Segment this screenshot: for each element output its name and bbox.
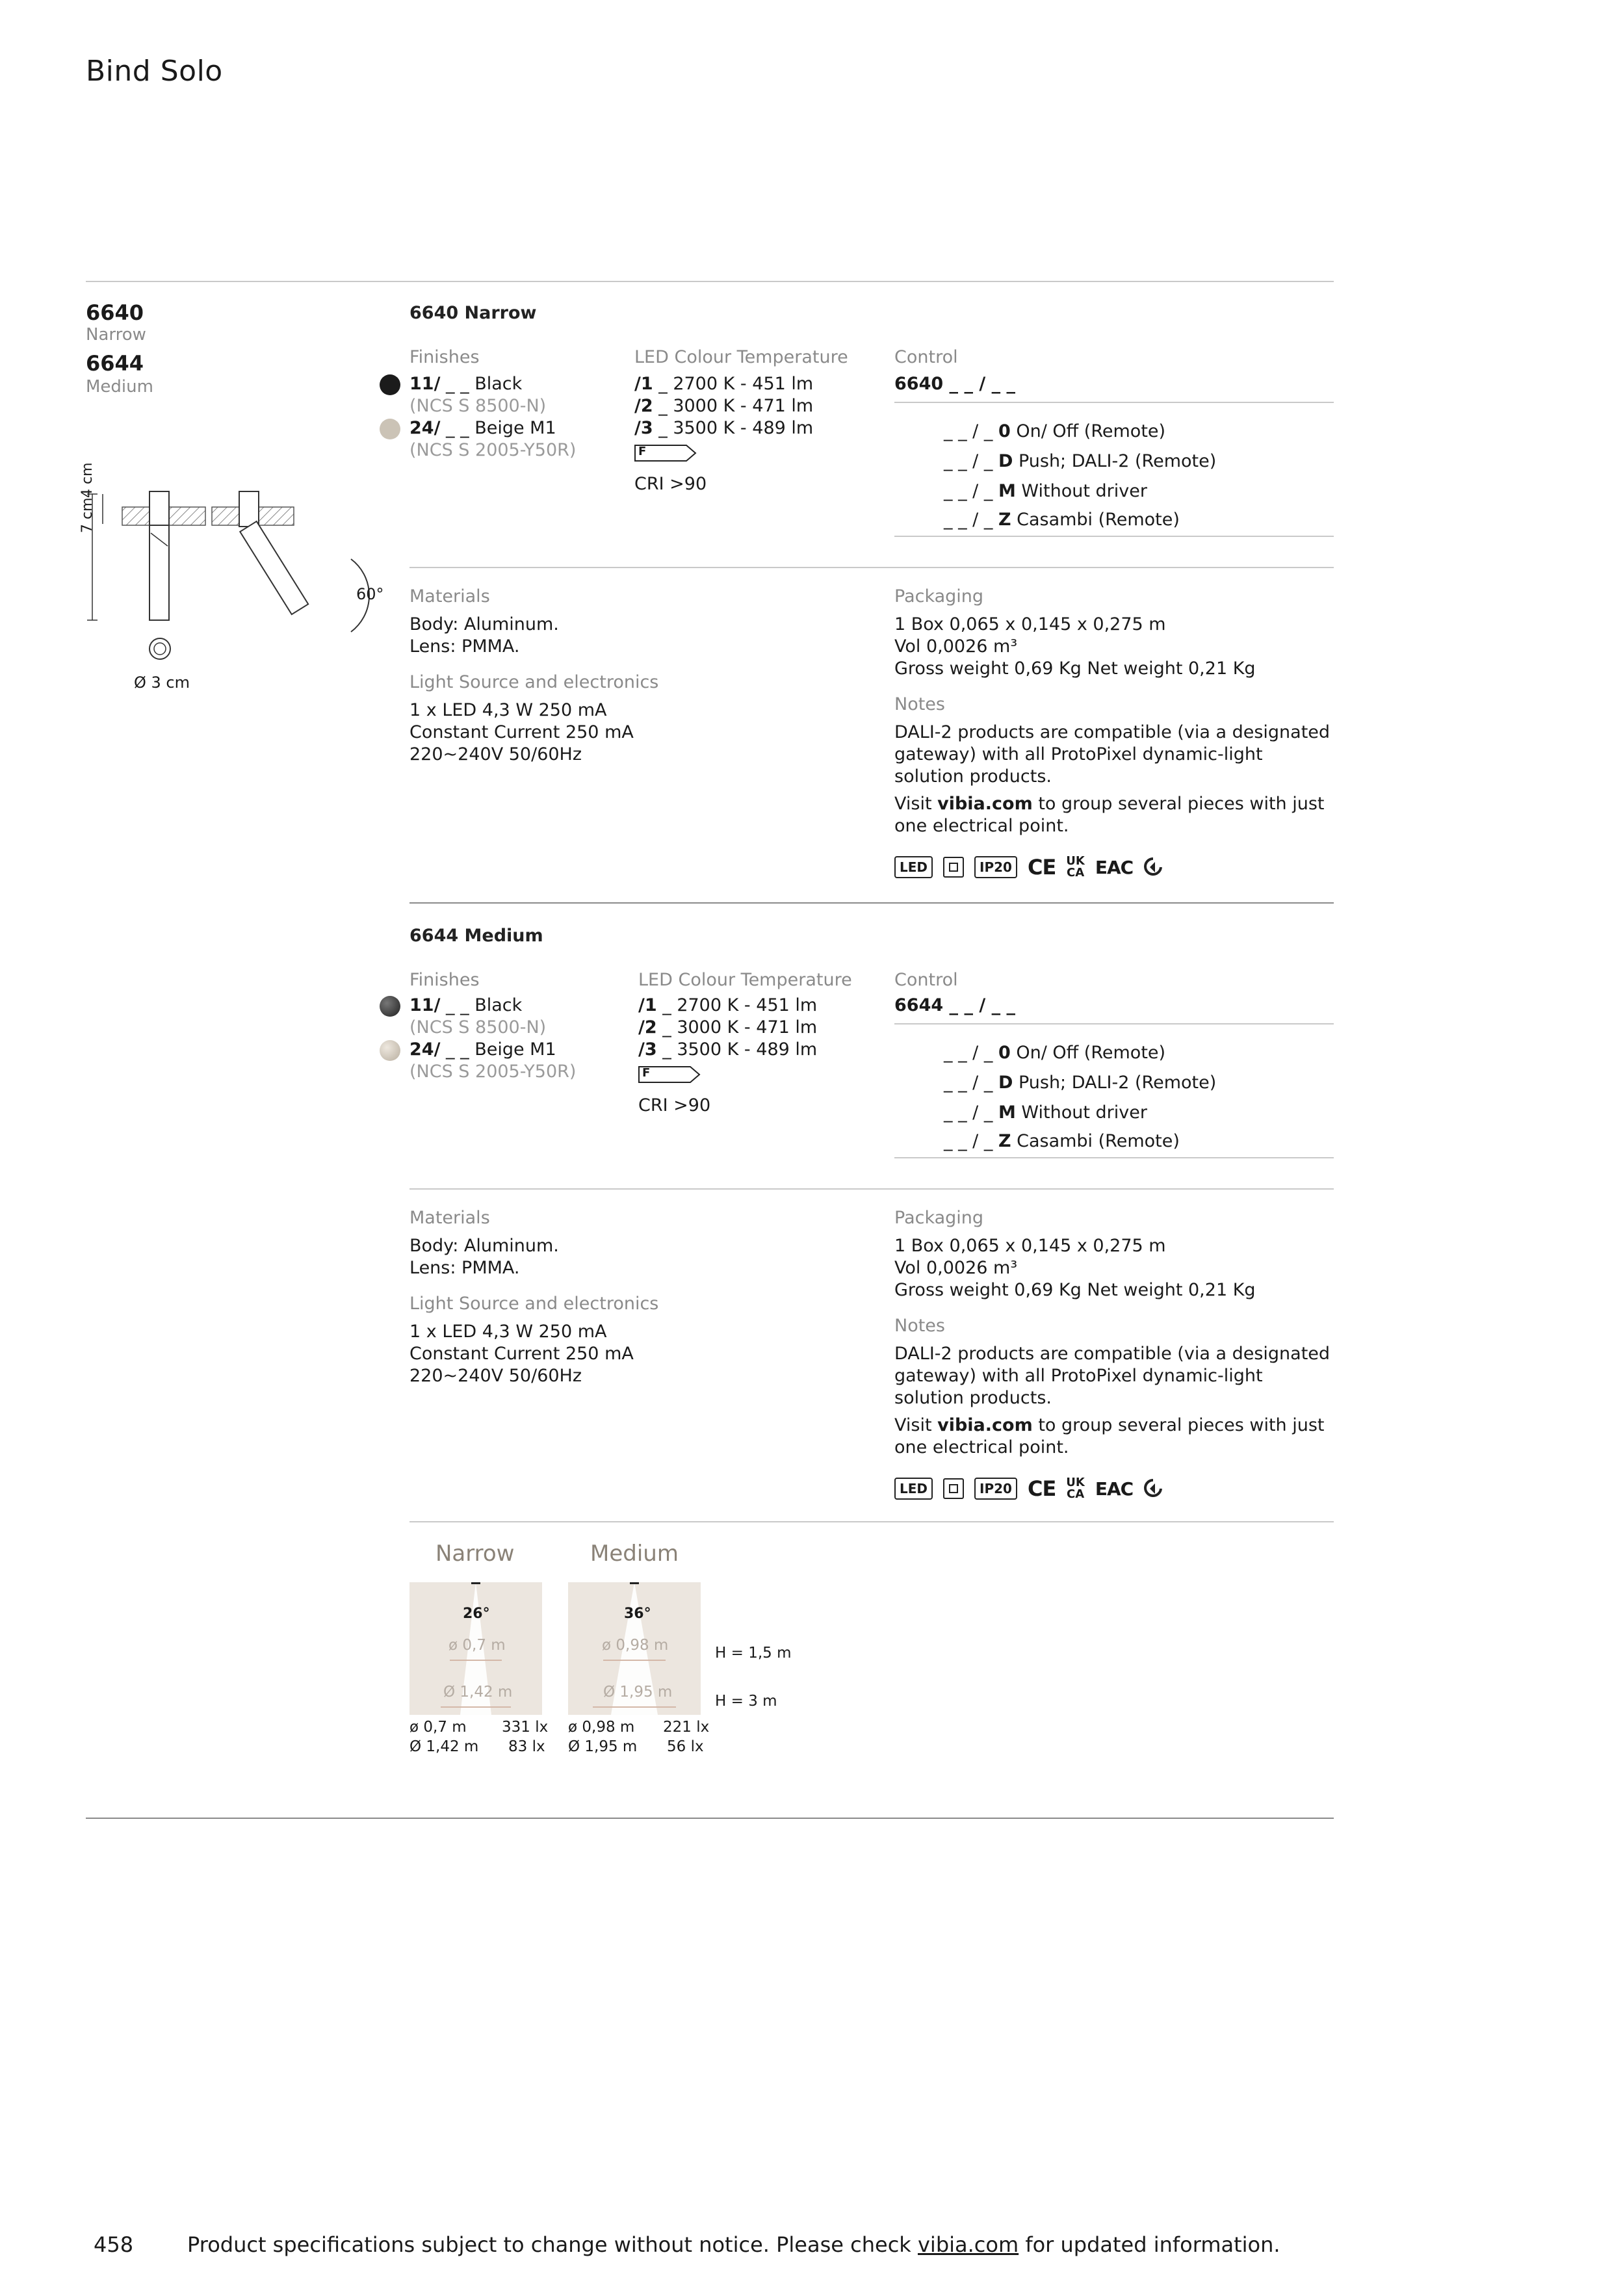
materials-item: Lens: PMMA. bbox=[409, 1258, 520, 1278]
control-option: _ _ / _ D Push; DALI-2 (Remote) bbox=[944, 451, 1217, 471]
beam-row-lux: 331 lx bbox=[502, 1719, 549, 1736]
certification-marks bbox=[894, 1476, 1163, 1502]
beam-angle: 26° bbox=[463, 1606, 490, 1622]
eac-mark: EAC bbox=[1095, 1478, 1134, 1500]
finish-ncs: (NCS S 8500-N) bbox=[409, 1017, 547, 1037]
packaging-item: Gross weight 0,69 Kg Net weight 0,21 Kg bbox=[894, 659, 1256, 679]
beam-row-diameter: Ø 1,95 m bbox=[568, 1738, 638, 1755]
divider bbox=[894, 1023, 1334, 1024]
led-item: /3 _ 3500 K - 489 lm bbox=[638, 1039, 818, 1060]
control-option: _ _ / _ 0 On/ Off (Remote) bbox=[944, 1043, 1166, 1063]
cri: CRI >90 bbox=[638, 1095, 711, 1115]
led-item: /1 _ 2700 K - 451 lm bbox=[634, 374, 814, 394]
divider bbox=[86, 281, 1334, 282]
divider bbox=[86, 1818, 1334, 1819]
finish-swatch-black bbox=[380, 996, 400, 1017]
divider bbox=[894, 402, 1334, 403]
divider bbox=[409, 902, 1334, 904]
beam-diameter-1: ø 0,7 m bbox=[448, 1637, 506, 1654]
divider bbox=[409, 1521, 1334, 1522]
finish-ncs: (NCS S 2005-Y50R) bbox=[409, 1062, 577, 1082]
beam-name: Narrow bbox=[435, 1541, 515, 1567]
light-source-label: Light Source and electronics bbox=[409, 1294, 659, 1314]
finish-item: 11/ _ _ Black bbox=[409, 374, 523, 394]
model-name: Narrow bbox=[86, 325, 146, 345]
control-option: _ _ / _ Z Casambi (Remote) bbox=[944, 1131, 1180, 1151]
divider bbox=[894, 536, 1334, 537]
light-source-item: 220~240V 50/60Hz bbox=[409, 744, 582, 764]
energy-class: F bbox=[642, 1066, 651, 1080]
finish-item: 11/ _ _ Black bbox=[409, 995, 523, 1015]
beam-diameter-2: Ø 1,42 m bbox=[443, 1684, 513, 1701]
control-code: 6644 _ _ / _ _ bbox=[894, 995, 1016, 1015]
ce-mark: CE bbox=[1027, 1476, 1056, 1501]
model-name: Medium bbox=[86, 377, 153, 397]
visit-text: Visit vibia.com to group several pieces with just one electrical point. bbox=[894, 1415, 1325, 1457]
finishes-label: Finishes bbox=[409, 347, 480, 367]
led-item: /3 _ 3500 K - 489 lm bbox=[634, 418, 814, 438]
page-number: 458 bbox=[94, 2232, 134, 2257]
control-option: _ _ / _ Z Casambi (Remote) bbox=[944, 510, 1180, 530]
page-title: Bind Solo bbox=[86, 55, 223, 88]
beam-diameter-2: Ø 1,95 m bbox=[603, 1684, 673, 1701]
light-source-item: Constant Current 250 mA bbox=[409, 722, 634, 742]
ce-mark: CE bbox=[1027, 855, 1056, 880]
height-label: H = 3 m bbox=[715, 1693, 777, 1710]
recycle-icon bbox=[1143, 1478, 1163, 1499]
control-option: _ _ / _ M Without driver bbox=[944, 1102, 1147, 1123]
dimension-depth: 4 cm bbox=[79, 462, 96, 498]
finish-item: 24/ _ _ Beige M1 bbox=[409, 1039, 556, 1060]
light-source-item: 220~240V 50/60Hz bbox=[409, 1366, 582, 1386]
certification-marks bbox=[894, 854, 1163, 880]
packaging-item: Vol 0,0026 m³ bbox=[894, 1258, 1018, 1278]
ip-badge: IP20 bbox=[974, 856, 1017, 878]
dimension-height: 7 cm bbox=[79, 497, 96, 533]
footer-note: Product specifications subject to change without notice. Please check vibia.com for updated information. bbox=[187, 2232, 1280, 2257]
finishes-label: Finishes bbox=[409, 970, 480, 990]
recycle-icon bbox=[1143, 857, 1163, 878]
control-option: _ _ / _ 0 On/ Off (Remote) bbox=[944, 421, 1166, 441]
materials-item: Body: Aluminum. bbox=[409, 1236, 559, 1256]
packaging-item: 1 Box 0,065 x 0,145 x 0,275 m bbox=[894, 1236, 1166, 1256]
light-source-label: Light Source and electronics bbox=[409, 672, 659, 692]
materials-item: Body: Aluminum. bbox=[409, 614, 559, 634]
beam-angle: 36° bbox=[624, 1606, 651, 1622]
energy-class: F bbox=[638, 445, 647, 458]
led-label: LED Colour Temperature bbox=[638, 970, 852, 990]
finish-swatch-beige bbox=[380, 419, 400, 439]
control-option: _ _ / _ D Push; DALI-2 (Remote) bbox=[944, 1073, 1217, 1093]
notes-label: Notes bbox=[894, 694, 945, 714]
packaging-label: Packaging bbox=[894, 586, 984, 607]
finish-swatch-beige bbox=[380, 1040, 400, 1061]
materials-label: Materials bbox=[409, 586, 490, 607]
notes-label: Notes bbox=[894, 1316, 945, 1336]
led-item: /1 _ 2700 K - 451 lm bbox=[638, 995, 818, 1015]
led-label: LED Colour Temperature bbox=[634, 347, 848, 367]
finish-ncs: (NCS S 2005-Y50R) bbox=[409, 440, 577, 460]
product-drawing bbox=[78, 481, 390, 702]
section-heading: 6640 Narrow bbox=[409, 303, 537, 323]
beam-row-diameter: ø 0,7 m bbox=[409, 1719, 467, 1736]
ukca-mark: UK CA bbox=[1066, 854, 1085, 880]
materials-item: Lens: PMMA. bbox=[409, 636, 520, 657]
beam-row-diameter: ø 0,98 m bbox=[568, 1719, 635, 1736]
packaging-label: Packaging bbox=[894, 1208, 984, 1228]
eac-mark: EAC bbox=[1095, 856, 1134, 878]
control-code: 6640 _ _ / _ _ bbox=[894, 374, 1016, 394]
led-item: /2 _ 3000 K - 471 lm bbox=[638, 1017, 818, 1037]
visit-text: Visit vibia.com to group several pieces with just one electrical point. bbox=[894, 794, 1325, 836]
height-label: H = 1,5 m bbox=[715, 1645, 792, 1662]
led-badge: LED bbox=[894, 856, 933, 878]
control-label: Control bbox=[894, 347, 958, 367]
led-item: /2 _ 3000 K - 471 lm bbox=[634, 396, 814, 416]
light-source-item: 1 x LED 4,3 W 250 mA bbox=[409, 1322, 607, 1342]
vibia-link[interactable]: vibia.com bbox=[937, 794, 1033, 814]
ip-badge: IP20 bbox=[974, 1478, 1017, 1500]
ukca-mark: UK CA bbox=[1066, 1476, 1085, 1501]
beam-row-lux: 56 lx bbox=[667, 1738, 704, 1755]
control-option: _ _ / _ M Without driver bbox=[944, 481, 1147, 501]
packaging-item: Gross weight 0,69 Kg Net weight 0,21 Kg bbox=[894, 1280, 1256, 1300]
class-ii-icon bbox=[943, 1478, 964, 1499]
cri: CRI >90 bbox=[634, 474, 707, 494]
light-source-item: 1 x LED 4,3 W 250 mA bbox=[409, 700, 607, 720]
section-heading: 6644 Medium bbox=[409, 926, 543, 946]
beam-row-lux: 83 lx bbox=[508, 1738, 545, 1755]
control-label: Control bbox=[894, 970, 958, 990]
beam-diameter-1: ø 0,98 m bbox=[602, 1637, 669, 1654]
model-code: 6644 bbox=[86, 351, 144, 376]
led-badge: LED bbox=[894, 1478, 933, 1500]
divider bbox=[894, 1157, 1334, 1158]
light-source-item: Constant Current 250 mA bbox=[409, 1344, 634, 1364]
beam-row-diameter: Ø 1,42 m bbox=[409, 1738, 479, 1755]
footer-link[interactable]: vibia.com bbox=[917, 2232, 1019, 2257]
finish-item: 24/ _ _ Beige M1 bbox=[409, 418, 556, 438]
diameter-label: Ø 3 cm bbox=[134, 673, 190, 692]
beam-row-lux: 221 lx bbox=[663, 1719, 710, 1736]
packaging-item: Vol 0,0026 m³ bbox=[894, 636, 1018, 657]
materials-label: Materials bbox=[409, 1208, 490, 1228]
model-code: 6640 bbox=[86, 300, 144, 325]
notes-text: DALI-2 products are compatible (via a designated gateway) with all ProtoPixel dynamic-light solution products. bbox=[894, 722, 1331, 787]
divider bbox=[409, 567, 1334, 568]
finish-ncs: (NCS S 8500-N) bbox=[409, 396, 547, 416]
divider bbox=[409, 1188, 1334, 1190]
vibia-link[interactable]: vibia.com bbox=[937, 1415, 1033, 1435]
packaging-item: 1 Box 0,065 x 0,145 x 0,275 m bbox=[894, 614, 1166, 634]
notes-text: DALI-2 products are compatible (via a designated gateway) with all ProtoPixel dynamic-light solution products. bbox=[894, 1344, 1331, 1408]
finish-swatch-black bbox=[380, 374, 400, 395]
angle-label: 60° bbox=[356, 585, 384, 603]
class-ii-icon bbox=[943, 857, 964, 878]
beam-name: Medium bbox=[590, 1541, 679, 1567]
